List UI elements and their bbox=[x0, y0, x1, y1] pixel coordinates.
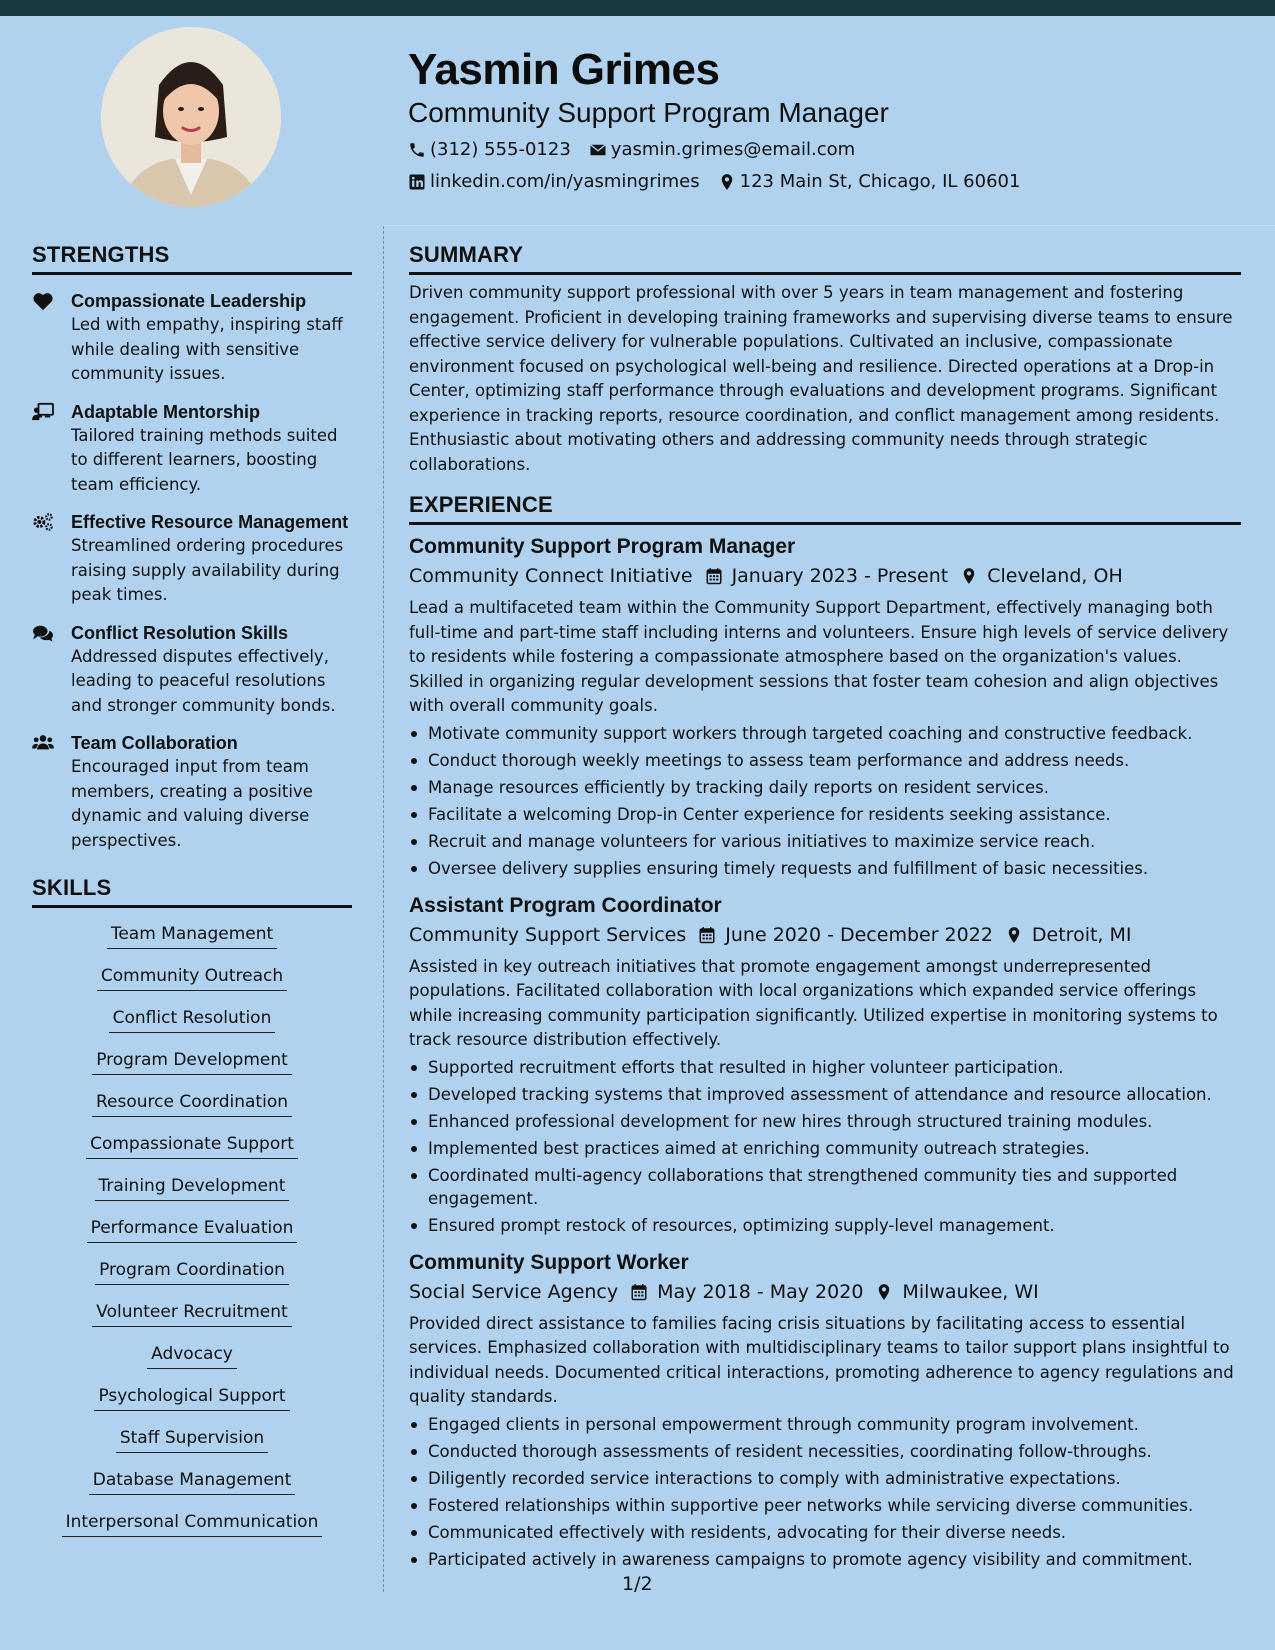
dates-text: January 2023 - Present bbox=[731, 565, 949, 587]
bullet-item: Coordinated multi-agency collaborations that strengthened community ties and supported engagement. bbox=[409, 1164, 1241, 1210]
strength-title: Compassionate Leadership bbox=[71, 291, 307, 311]
bullet-item: Recruit and manage volunteers for various initiatives to maximize service reach. bbox=[409, 830, 1241, 853]
strength-item bbox=[32, 289, 352, 387]
bullet-item: Manage resources efficiently by tracking daily reports on resident services. bbox=[409, 776, 1241, 799]
top-accent-bar bbox=[0, 0, 1275, 16]
calendar-icon bbox=[705, 567, 723, 585]
address-text: 123 Main St, Chicago, IL 60601 bbox=[739, 171, 1021, 192]
right-column bbox=[409, 242, 1241, 1575]
job-meta bbox=[409, 922, 1241, 948]
strength-description: Encouraged input from team members, creating a positive dynamic and valuing diverse perspectives. bbox=[71, 757, 313, 850]
skill-tag: Conflict Resolution bbox=[109, 1006, 276, 1033]
job-bullets bbox=[409, 1413, 1241, 1571]
strength-description: Streamlined ordering procedures raising supply availability during peak times. bbox=[71, 536, 344, 604]
skill-tag: Program Coordination bbox=[95, 1258, 289, 1285]
strength-description: Tailored training methods suited to different learners, boosting team efficiency. bbox=[71, 425, 338, 494]
strength-item bbox=[32, 621, 352, 719]
job-title: Community Support Worker bbox=[409, 1250, 689, 1274]
job-entry bbox=[409, 1249, 1241, 1571]
job-description: Lead a multifaceted team within the Community Support Department, effectively managing both full-time and part-time staff including interns and volunteers. Ensure high levels of service delivery to residents while fostering a compassionate atmosphere based on the organization's values. Skilled in organizing regular development sessions that foster team cohesion and align objectives with overall community goals. bbox=[409, 598, 1229, 715]
job-location bbox=[960, 563, 1123, 589]
experience-heading: EXPERIENCE bbox=[409, 492, 1241, 525]
strengths-list bbox=[32, 289, 352, 853]
summary-heading: SUMMARY bbox=[409, 242, 1241, 275]
job-description: Assisted in key outreach initiatives that promote engagement amongst underrepresented populations. Facilitated collaboration with local organizations which expanded service offerings while increasing community participation significantly. Utilized expertise in monitoring systems to track resource distribution effectively. bbox=[409, 956, 1218, 1049]
bullet-item: Conduct thorough weekly meetings to assess team performance and address needs. bbox=[409, 749, 1241, 772]
bullet-item: Ensured prompt restock of resources, optimizing supply-level management. bbox=[409, 1214, 1241, 1237]
bullet-item: Implemented best practices aimed at enriching community outreach strategies. bbox=[409, 1137, 1241, 1160]
bullet-item: Conducted thorough assessments of resident necessities, coordinating follow-throughs. bbox=[409, 1440, 1241, 1463]
resume-header bbox=[408, 44, 1248, 194]
bullet-item: Participated actively in awareness campaigns to promote agency visibility and commitment. bbox=[409, 1548, 1241, 1571]
skill-tag: Training Development bbox=[95, 1174, 290, 1201]
dates-text: June 2020 - December 2022 bbox=[725, 923, 993, 946]
strength-title: Effective Resource Management bbox=[71, 512, 349, 532]
skill-tag: Interpersonal Communication bbox=[62, 1510, 323, 1537]
skill-tag: Performance Evaluation bbox=[87, 1216, 298, 1243]
users-icon bbox=[32, 733, 54, 753]
candidate-name: Yasmin Grimes bbox=[408, 45, 720, 94]
bullet-item: Enhanced professional development for new hires through structured training modules. bbox=[409, 1110, 1241, 1133]
job-meta bbox=[409, 563, 1241, 589]
phone-text: (312) 555-0123 bbox=[430, 139, 571, 160]
bullet-item: Developed tracking systems that improved assessment of attendance and resource allocation. bbox=[409, 1083, 1241, 1106]
heart-icon bbox=[32, 291, 54, 311]
contact-row-2 bbox=[408, 170, 1248, 194]
map-pin-icon bbox=[875, 1283, 893, 1301]
calendar-icon bbox=[698, 926, 716, 944]
bullet-item: Supported recruitment efforts that resulted in higher volunteer participation. bbox=[409, 1056, 1241, 1079]
email-contact[interactable] bbox=[589, 138, 855, 162]
skills-list bbox=[32, 916, 352, 1546]
job-dates bbox=[630, 1279, 863, 1305]
map-pin-icon bbox=[718, 173, 736, 191]
job-company bbox=[409, 922, 686, 948]
phone-contact bbox=[408, 138, 571, 162]
company-name: Community Connect Initiative bbox=[409, 565, 693, 587]
location-text: Detroit, MI bbox=[1031, 923, 1132, 946]
location-text: Cleveland, OH bbox=[987, 565, 1123, 587]
bullet-item: Facilitate a welcoming Drop-in Center experience for residents seeking assistance. bbox=[409, 803, 1241, 826]
company-name: Social Service Agency bbox=[409, 1280, 619, 1303]
strength-title: Adaptable Mentorship bbox=[71, 401, 261, 422]
email-text: yasmin.grimes@email.com bbox=[610, 139, 856, 160]
skill-tag: Compassionate Support bbox=[86, 1132, 298, 1159]
job-dates bbox=[698, 922, 993, 948]
header-separator bbox=[383, 225, 1275, 226]
linkedin-contact[interactable] bbox=[408, 170, 700, 194]
map-pin-icon bbox=[1005, 926, 1023, 944]
strength-title: Team Collaboration bbox=[71, 733, 238, 753]
job-entry bbox=[409, 533, 1241, 880]
job-bullets bbox=[409, 722, 1241, 880]
bullet-item: Communicated effectively with residents, advocating for their diverse needs. bbox=[409, 1521, 1241, 1544]
strength-title: Conflict Resolution Skills bbox=[71, 622, 289, 643]
gears-icon bbox=[32, 512, 54, 532]
job-company bbox=[409, 1279, 618, 1305]
job-bullets bbox=[409, 1056, 1241, 1237]
map-pin-icon bbox=[960, 567, 978, 585]
strength-item bbox=[32, 510, 352, 608]
column-divider bbox=[383, 226, 384, 1592]
summary-text: Driven community support professional with over 5 years in team management and fostering engagement. Proficient in developing training frameworks and supervising diverse teams to ensure effective service delivery for vulnerable populations. Cultivated an inclusive, compassionate environment focused on psychological well-being and resilience. Directed operations at a Drop-in Center, optimizing staff performance through evaluations and development programs. Significant experience in tracking reports, resource coordination, and conflict management among residents. Enthusiastic about motivating others and addressing community needs through strategic collaborations. bbox=[409, 283, 1233, 474]
envelope-icon bbox=[589, 141, 607, 159]
skill-tag: Advocacy bbox=[147, 1342, 237, 1369]
skill-tag: Database Management bbox=[89, 1468, 296, 1495]
skill-tag: Community Outreach bbox=[97, 964, 287, 991]
location-text: Milwaukee, WI bbox=[902, 1280, 1039, 1303]
job-company bbox=[409, 563, 693, 589]
strength-description: Addressed disputes effectively, leading to peaceful resolutions and stronger community bonds. bbox=[71, 646, 336, 715]
dates-text: May 2018 - May 2020 bbox=[657, 1280, 864, 1303]
skill-tag: Resource Coordination bbox=[92, 1090, 292, 1117]
job-location bbox=[1005, 922, 1132, 948]
job-dates bbox=[705, 563, 949, 589]
phone-icon bbox=[408, 141, 426, 159]
job-entry bbox=[409, 892, 1241, 1237]
job-meta bbox=[409, 1279, 1241, 1305]
bullet-item: Fostered relationships within supportive peer networks while servicing diverse communities. bbox=[409, 1494, 1241, 1517]
skill-tag: Program Development bbox=[92, 1048, 292, 1075]
chalkboard-teacher-icon bbox=[32, 402, 54, 422]
bullet-item: Oversee delivery supplies ensuring timely requests and fulfillment of basic necessities. bbox=[409, 857, 1241, 880]
skill-tag: Team Management bbox=[107, 922, 277, 949]
company-name: Community Support Services bbox=[409, 923, 687, 946]
profile-photo bbox=[101, 27, 281, 207]
left-column bbox=[32, 242, 352, 1546]
bullet-item: Diligently recorded service interactions to comply with administrative expectations. bbox=[409, 1467, 1241, 1490]
contact-row-1 bbox=[408, 138, 1248, 162]
portrait-image bbox=[101, 27, 281, 207]
skill-tag: Staff Supervision bbox=[116, 1426, 268, 1453]
page-number: 1/2 bbox=[622, 1573, 653, 1595]
skills-heading: SKILLS bbox=[32, 875, 352, 908]
linkedin-icon bbox=[408, 173, 426, 191]
candidate-title: Community Support Program Manager bbox=[408, 97, 889, 128]
strength-description: Led with empathy, inspiring staff while dealing with sensitive community issues. bbox=[71, 315, 343, 383]
job-title: Assistant Program Coordinator bbox=[409, 893, 722, 917]
linkedin-text: linkedin.com/in/yasmingrimes bbox=[430, 171, 700, 192]
job-description: Provided direct assistance to families facing crisis situations by facilitating access to essential services. Emphasized collaboration with multidisciplinary teams to tailor support plans insightful to individual needs. Documented critical interactions, promoting adherence to agency regulations and quality standards. bbox=[409, 1313, 1234, 1406]
comments-icon bbox=[32, 623, 54, 643]
bullet-item: Motivate community support workers through targeted coaching and constructive feedback. bbox=[409, 722, 1241, 745]
strength-item bbox=[32, 731, 352, 853]
job-location bbox=[875, 1279, 1038, 1305]
strength-item bbox=[32, 400, 352, 498]
bullet-item: Engaged clients in personal empowerment through community program involvement. bbox=[409, 1413, 1241, 1436]
skill-tag: Volunteer Recruitment bbox=[92, 1300, 291, 1327]
job-title: Community Support Program Manager bbox=[409, 535, 796, 558]
strengths-heading: STRENGTHS bbox=[32, 242, 352, 275]
skill-tag: Psychological Support bbox=[94, 1384, 289, 1411]
address-contact bbox=[718, 170, 1021, 194]
calendar-icon bbox=[630, 1283, 648, 1301]
